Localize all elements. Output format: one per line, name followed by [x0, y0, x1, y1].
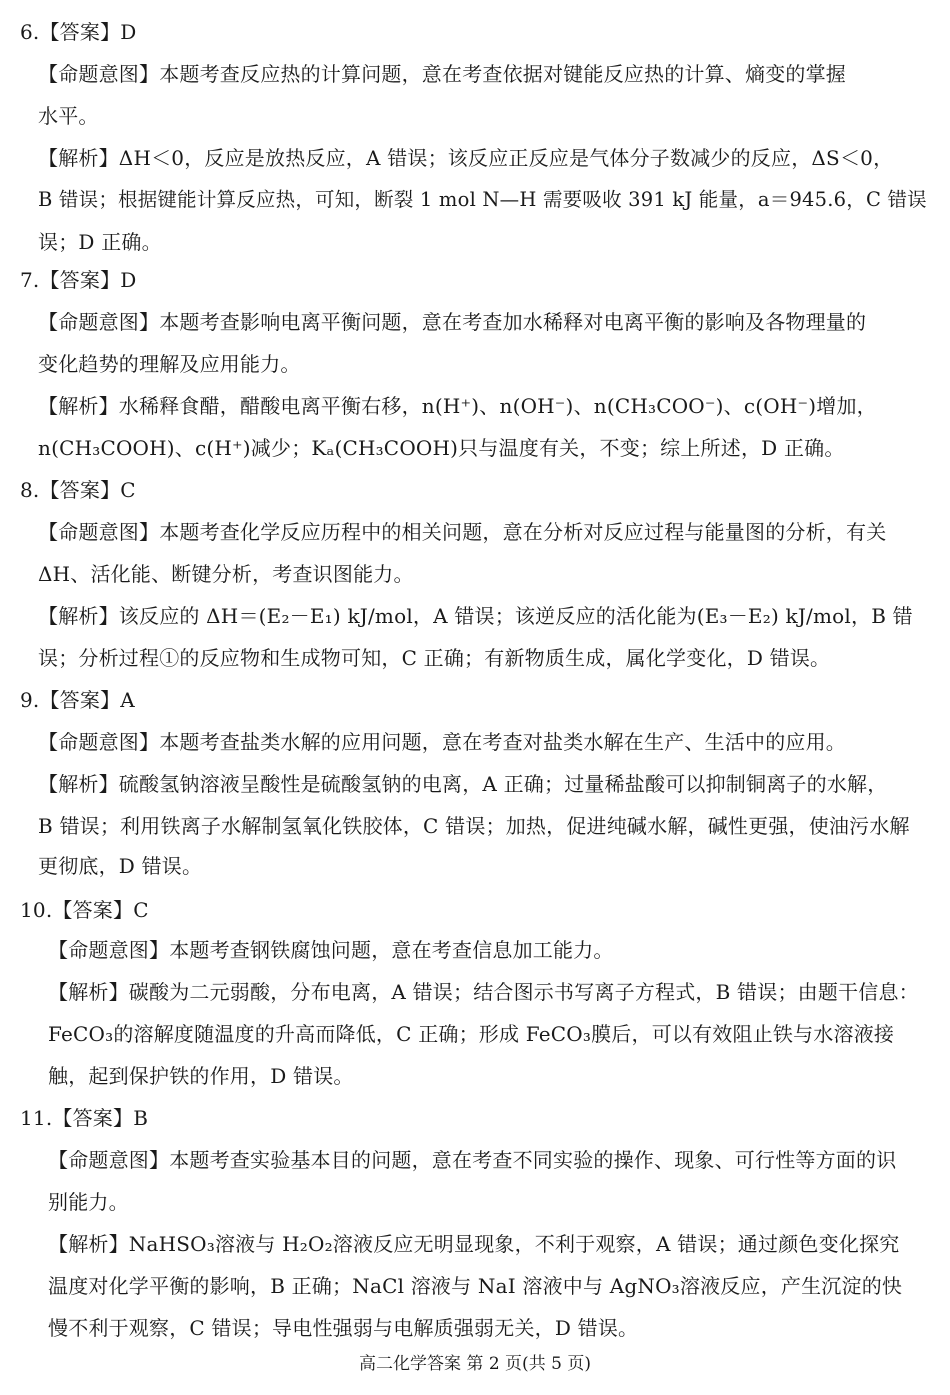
q9-analysis-cont: B 错误；利用铁离子水解制氢氧化铁胶体，C 错误；加热，促进纯碱水解，碱性更强，使油污水解 [38, 814, 910, 838]
q7-intent: 【命题意图】本题考查影响电离平衡问题，意在考查加水稀释对电离平衡的影响及各物理量的 [38, 310, 867, 334]
q11-intent: 【命题意图】本题考查实验基本目的问题，意在考查不同实验的操作、现象、可行性等方面的识 [48, 1148, 897, 1172]
page-footer: 高二化学答案 第 2 页(共 5 页) [359, 1354, 591, 1374]
q10-analysis-end: 触，起到保护铁的作用，D 错误。 [48, 1064, 354, 1088]
q7-intent-cont: 变化趋势的理解及应用能力。 [38, 352, 301, 376]
q11-intent-cont: 别能力。 [48, 1190, 129, 1214]
q11-analysis: 【解析】NaHSO₃溶液与 H₂O₂溶液反应无明显现象，不利于观察，A 错误；通过颜色变化探究 [48, 1232, 900, 1256]
q7-analysis-cont: n(CH₃COOH)、c(H⁺)减少；Kₐ(CH₃COOH)只与温度有关，不变；综上所述，D 正确。 [38, 436, 845, 460]
q10-answer: 10.【答案】C [20, 898, 149, 922]
q9-analysis: 【解析】硫酸氢钠溶液呈酸性是硫酸氢钠的电离，A 正确；过量稀盐酸可以抑制铜离子的水解， [38, 772, 888, 796]
q6-answer: 6.【答案】D [20, 20, 137, 44]
q10-analysis: 【解析】碳酸为二元弱酸，分布电离，A 错误；结合图示书写离子方程式，B 错误；由题干信息： [48, 980, 919, 1004]
q6-analysis: 【解析】ΔH＜0，反应是放热反应，A 错误；该反应正反应是气体分子数减少的反应，ΔS＜0， [38, 146, 894, 170]
q8-intent: 【命题意图】本题考查化学反应历程中的相关问题，意在分析对反应过程与能量图的分析，有关 [38, 520, 887, 544]
q8-analysis-cont: 误；分析过程①的反应物和生成物可知，C 正确；有新物质生成，属化学变化，D 错误。 [38, 646, 831, 670]
q7-answer: 7.【答案】D [20, 268, 137, 292]
q10-analysis-cont: FeCO₃的溶解度随温度的升高而降低，C 正确；形成 FeCO₃膜后，可以有效阻止铁与水溶液接 [48, 1022, 895, 1046]
q8-answer: 8.【答案】C [20, 478, 136, 502]
q10-intent: 【命题意图】本题考查钢铁腐蚀问题，意在考查信息加工能力。 [48, 938, 614, 962]
q9-answer: 9.【答案】A [20, 688, 135, 712]
q6-analysis-cont: B 错误；根据键能计算反应热，可知，断裂 1 mol N—H 需要吸收 391 kJ 能量，a＝945.6，C 错误 [38, 188, 927, 211]
q8-analysis: 【解析】该反应的 ΔH＝(E₂－E₁) kJ/mol，A 错误；该逆反应的活化能为(E₃－E₂) kJ/mol，B 错 [38, 604, 913, 628]
q9-intent: 【命题意图】本题考查盐类水解的应用问题，意在考查对盐类水解在生产、生活中的应用。 [38, 730, 846, 754]
q6-intent-cont: 水平。 [38, 104, 99, 128]
q6-analysis-end: 误；D 正确。 [38, 230, 162, 254]
q8-intent-cont: ΔH、活化能、断键分析，考查识图能力。 [38, 562, 414, 586]
q11-analysis-end: 慢不利于观察，C 错误；导电性强弱与电解质强弱无关，D 错误。 [48, 1316, 639, 1340]
q9-analysis-end: 更彻底，D 错误。 [38, 854, 203, 878]
q7-analysis: 【解析】水稀释食醋，醋酸电离平衡右移，n(H⁺)、n(OH⁻)、n(CH₃COO⁻)、c(OH⁻)增加， [38, 394, 877, 418]
q11-analysis-cont: 温度对化学平衡的影响，B 正确；NaCl 溶液与 NaI 溶液中与 AgNO₃溶液反应，产生沉淀的快 [48, 1274, 903, 1298]
q11-answer: 11.【答案】B [20, 1106, 149, 1130]
q6-intent: 【命题意图】本题考查反应热的计算问题，意在考查依据对键能反应热的计算、熵变的掌握 [38, 62, 846, 86]
